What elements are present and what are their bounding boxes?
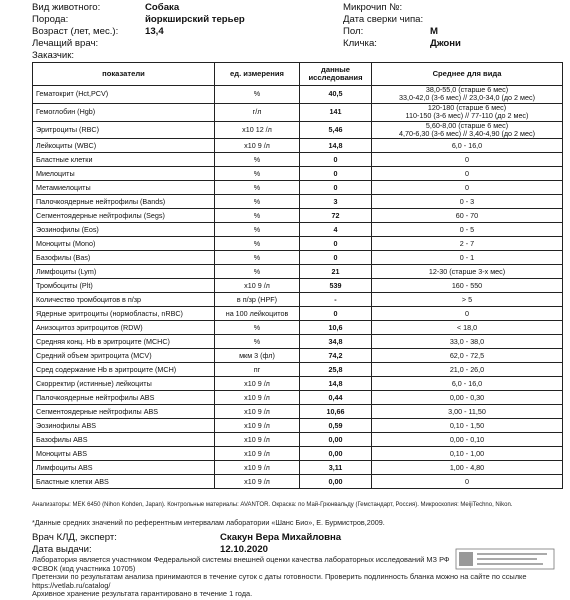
reference-line: 0 - 1 bbox=[459, 252, 475, 262]
row-value: 0 bbox=[300, 237, 372, 251]
row-unit: x10 9 /л bbox=[215, 405, 300, 419]
reference-line: 33,0 - 38,0 bbox=[449, 336, 485, 346]
table-row bbox=[33, 103, 563, 121]
row-param: Лимфоциты ABS bbox=[33, 461, 215, 475]
customer-label: Заказчик: bbox=[32, 50, 75, 61]
row-unit: x10 12 /л bbox=[215, 121, 300, 139]
row-unit: % bbox=[215, 223, 300, 237]
table-row bbox=[33, 209, 563, 223]
row-reference bbox=[372, 251, 563, 265]
row-value: 3,11 bbox=[300, 461, 372, 475]
row-value: 14,8 bbox=[300, 377, 372, 391]
row-reference bbox=[372, 195, 563, 209]
row-unit: на 100 лейкоцитов bbox=[215, 307, 300, 321]
reference-line: 160 - 550 bbox=[451, 280, 483, 290]
table-row bbox=[33, 349, 563, 363]
row-unit: % bbox=[215, 195, 300, 209]
row-unit: % bbox=[215, 251, 300, 265]
row-unit: x10 9 /л bbox=[215, 419, 300, 433]
reference-line: 0 bbox=[465, 154, 469, 164]
reference-line: 0,10 - 1,50 bbox=[449, 420, 485, 430]
table-row bbox=[33, 167, 563, 181]
row-unit: % bbox=[215, 181, 300, 195]
row-reference bbox=[372, 377, 563, 391]
reference-line: 5,60-8,00 (старше 6 мес) bbox=[425, 121, 509, 130]
col-header-param: показатели bbox=[33, 63, 215, 86]
row-param: Эритроциты (RBC) bbox=[33, 121, 215, 139]
doctor-label: Врач КЛД, эксперт: bbox=[32, 532, 117, 543]
row-value: 0 bbox=[300, 181, 372, 195]
row-reference bbox=[372, 103, 563, 121]
row-reference bbox=[372, 335, 563, 349]
row-value: 4 bbox=[300, 223, 372, 237]
row-param: Бластные клетки bbox=[33, 153, 215, 167]
row-param: Метамиелоциты bbox=[33, 181, 215, 195]
reference-line: 0 bbox=[465, 182, 469, 192]
table-row bbox=[33, 86, 563, 104]
row-param: Базофилы (Bas) bbox=[33, 251, 215, 265]
row-reference bbox=[372, 419, 563, 433]
doctor-name-wrap bbox=[220, 532, 341, 543]
row-param: Моноциты ABS bbox=[33, 447, 215, 461]
row-value: 21 bbox=[300, 265, 372, 279]
row-param: Гемоглобин (Hgb) bbox=[33, 103, 215, 121]
row-value: 0,00 bbox=[300, 475, 372, 489]
row-reference bbox=[372, 307, 563, 321]
row-value: 5,46 bbox=[300, 121, 372, 139]
row-unit: % bbox=[215, 153, 300, 167]
table-row bbox=[33, 363, 563, 377]
table-row bbox=[33, 195, 563, 209]
row-unit: x10 9 /л bbox=[215, 447, 300, 461]
row-param: Сегментоядерные нейтрофилы (Segs) bbox=[33, 209, 215, 223]
row-reference bbox=[372, 279, 563, 293]
row-param: Миелоциты bbox=[33, 167, 215, 181]
row-unit: % bbox=[215, 265, 300, 279]
row-unit: x10 9 /л bbox=[215, 279, 300, 293]
row-unit: x10 9 /л bbox=[215, 391, 300, 405]
row-param: Тромбоциты (Plt) bbox=[33, 279, 215, 293]
row-param: Анизоцитоз эритроцитов (RDW) bbox=[33, 321, 215, 335]
species-label: Вид животного: bbox=[32, 2, 101, 13]
reference-line: 110-150 (3-6 мес) // 77-110 (до 2 мес) bbox=[405, 111, 529, 121]
reference-line: 2 - 7 bbox=[459, 238, 475, 248]
row-param: Лейкоциты (WBC) bbox=[33, 139, 215, 153]
row-unit: % bbox=[215, 86, 300, 104]
reference-line: 0 - 3 bbox=[459, 196, 475, 206]
row-unit: пг bbox=[215, 363, 300, 377]
row-value: - bbox=[300, 293, 372, 307]
age-value: 13,4 bbox=[145, 26, 164, 37]
age-label: Возраст (лет, мес.): bbox=[32, 26, 119, 37]
sex-label: Пол: bbox=[343, 26, 364, 37]
row-unit: г/л bbox=[215, 103, 300, 121]
row-reference bbox=[372, 121, 563, 139]
row-value: 10,6 bbox=[300, 321, 372, 335]
table-row bbox=[33, 475, 563, 489]
table-row bbox=[33, 447, 563, 461]
row-param: Гематокрит (Hct,PCV) bbox=[33, 86, 215, 104]
row-reference bbox=[372, 447, 563, 461]
table-row bbox=[33, 181, 563, 195]
reference-line: 0 bbox=[465, 476, 469, 486]
reference-line: 0,10 - 1,00 bbox=[449, 448, 485, 458]
row-reference bbox=[372, 321, 563, 335]
row-unit: % bbox=[215, 321, 300, 335]
row-value: 0,59 bbox=[300, 419, 372, 433]
nickname-value: Джони bbox=[430, 38, 461, 49]
table-row bbox=[33, 419, 563, 433]
row-unit: x10 9 /л bbox=[215, 139, 300, 153]
row-param: Сегментоядерные нейтрофилы ABS bbox=[33, 405, 215, 419]
reference-line: 60 - 70 bbox=[455, 210, 479, 220]
reference-line: 120-180 (старше 6 мес) bbox=[427, 103, 507, 112]
reference-line: 12-30 (старше 3-х мес) bbox=[428, 266, 506, 276]
table-row bbox=[33, 405, 563, 419]
row-unit: x10 9 /л bbox=[215, 461, 300, 475]
disclaimer-claims: Претензии по результатам анализа принимаются в течение суток с даты готовности. Проверить подлинность бланка можно на сайте по ссылке https://vetlab.ru/catalog/ bbox=[32, 572, 527, 590]
row-unit: % bbox=[215, 237, 300, 251]
row-reference bbox=[372, 363, 563, 377]
row-reference bbox=[372, 223, 563, 237]
reference-line: 0,00 - 0,10 bbox=[449, 434, 485, 444]
reference-line: 6,0 - 16,0 bbox=[451, 140, 483, 150]
row-value: 539 bbox=[300, 279, 372, 293]
row-reference bbox=[372, 209, 563, 223]
row-param: Эозинофилы ABS bbox=[33, 419, 215, 433]
row-value: 40,5 bbox=[300, 86, 372, 104]
row-reference bbox=[372, 405, 563, 419]
reference-line: 62,0 - 72,5 bbox=[449, 350, 485, 360]
reference-line: 0 - 5 bbox=[459, 224, 475, 234]
row-reference bbox=[372, 181, 563, 195]
col-header-value: данные исследования bbox=[300, 63, 372, 86]
row-value: 0 bbox=[300, 251, 372, 265]
quality-seal-icon bbox=[455, 548, 555, 570]
row-unit: x10 9 /л bbox=[215, 377, 300, 391]
row-param: Скорректир (истинные) лейкоциты bbox=[33, 377, 215, 391]
table-row bbox=[33, 279, 563, 293]
analyzers-note: Анализаторы: MEK 6450 (Nihon Kohden, Japan). Контрольные материалы: AVANTOR. Окраска: по Май-Грюнвальду (Гемстандарт, Россия). Микроскопия: MeijiTechno, Nikon. bbox=[32, 502, 513, 508]
row-param: Палочкоядерные нейтрофилы ABS bbox=[33, 391, 215, 405]
table-row bbox=[33, 237, 563, 251]
row-unit: x10 9 /л bbox=[215, 433, 300, 447]
species-value: Собака bbox=[145, 2, 180, 13]
reference-line: 33,0-42,0 (3-6 мес) // 23,0-34,0 (до 2 мес) bbox=[399, 93, 535, 103]
col-header-unit: ед. измерения bbox=[215, 63, 300, 86]
row-reference bbox=[372, 391, 563, 405]
treating-doctor-label: Лечащий врач: bbox=[32, 38, 99, 49]
table-row bbox=[33, 335, 563, 349]
reference-line: 6,0 - 16,0 bbox=[451, 378, 483, 388]
breed-value: йоркширский терьер bbox=[145, 14, 245, 25]
row-param: Моноциты (Mono) bbox=[33, 237, 215, 251]
row-param: Ядерные эритроциты (нормобласты, nRBC) bbox=[33, 307, 215, 321]
row-reference bbox=[372, 475, 563, 489]
row-value: 72 bbox=[300, 209, 372, 223]
table-row bbox=[33, 293, 563, 307]
reference-note: *Данные средних значений по референтным интервалам лаборатории «Шанс Био», Е. Бурмистров,2009. bbox=[32, 518, 385, 527]
chip-label: Микрочип №: bbox=[343, 2, 403, 13]
row-unit: в п/зр (HPF) bbox=[215, 293, 300, 307]
row-param: Сред содержание Hb в эритроците (MCH) bbox=[33, 363, 215, 377]
reference-line: > 5 bbox=[461, 294, 473, 304]
disclaimer-fsvok: Лаборатория является участником Федеральной системы внешней оценки качества лабораторных исследований МЗ РФ ФСВОК (код участника 10705) bbox=[32, 555, 450, 573]
table-header-row bbox=[33, 63, 563, 86]
table-row bbox=[33, 307, 563, 321]
row-value: 3 bbox=[300, 195, 372, 209]
col-header-reference: Среднее для вида bbox=[372, 63, 563, 86]
reference-line: 21,0 - 26,0 bbox=[449, 364, 485, 374]
row-reference bbox=[372, 461, 563, 475]
row-unit: % bbox=[215, 335, 300, 349]
row-value: 0,00 bbox=[300, 433, 372, 447]
table-row bbox=[33, 265, 563, 279]
table-row bbox=[33, 433, 563, 447]
issue-date: 12.10.2020 bbox=[220, 544, 269, 555]
row-unit: % bbox=[215, 167, 300, 181]
reference-line: 0,00 - 0,30 bbox=[449, 392, 485, 402]
doctor-name: Скакун Вера Михайловна bbox=[220, 532, 342, 543]
reference-line: 1,00 - 4,80 bbox=[449, 462, 485, 472]
results-table bbox=[32, 62, 563, 489]
reference-line: 4,70-6,30 (3-6 мес) // 3,40-4,90 (до 2 мес) bbox=[399, 129, 535, 139]
row-value: 25,8 bbox=[300, 363, 372, 377]
table-row bbox=[33, 321, 563, 335]
row-value: 74,2 bbox=[300, 349, 372, 363]
row-value: 0,00 bbox=[300, 447, 372, 461]
row-reference bbox=[372, 237, 563, 251]
row-reference bbox=[372, 86, 563, 104]
row-reference bbox=[372, 433, 563, 447]
reference-line: < 18,0 bbox=[456, 322, 478, 332]
row-param: Палочкоядерные нейтрофилы (Bands) bbox=[33, 195, 215, 209]
reference-line: 0 bbox=[465, 168, 469, 178]
row-reference bbox=[372, 265, 563, 279]
row-value: 14,8 bbox=[300, 139, 372, 153]
row-value: 34,8 bbox=[300, 335, 372, 349]
row-unit: % bbox=[215, 209, 300, 223]
row-value: 141 bbox=[300, 103, 372, 121]
row-unit: x10 9 /л bbox=[215, 475, 300, 489]
row-param: Средняя конц. Hb в эритроците (MCHC) bbox=[33, 335, 215, 349]
reference-line: 0 bbox=[465, 308, 469, 318]
issue-date-label: Дата выдачи: bbox=[32, 544, 92, 555]
row-value: 0 bbox=[300, 167, 372, 181]
row-reference bbox=[372, 153, 563, 167]
table-row bbox=[33, 139, 563, 153]
nickname-label: Кличка: bbox=[343, 38, 377, 49]
chip-date-label: Дата сверки чипа: bbox=[343, 14, 424, 25]
row-value: 0 bbox=[300, 153, 372, 167]
row-reference bbox=[372, 349, 563, 363]
row-param: Средний объем эритроцита (MCV) bbox=[33, 349, 215, 363]
row-reference bbox=[372, 167, 563, 181]
row-reference bbox=[372, 293, 563, 307]
row-param: Бластные клетки ABS bbox=[33, 475, 215, 489]
breed-label: Порода: bbox=[32, 14, 69, 25]
table-row bbox=[33, 461, 563, 475]
row-unit: мкм 3 (фл) bbox=[215, 349, 300, 363]
reference-line: 38,0-55,0 (старше 6 мес) bbox=[425, 85, 509, 94]
row-value: 0,44 bbox=[300, 391, 372, 405]
disclaimer-archive: Архивное хранение результата гарантировано в течение 1 года. bbox=[32, 589, 253, 598]
table-row bbox=[33, 391, 563, 405]
row-reference bbox=[372, 139, 563, 153]
row-param: Количество тромбоцитов в п/зр bbox=[33, 293, 215, 307]
table-row bbox=[33, 153, 563, 167]
sex-value: М bbox=[430, 26, 438, 37]
row-param: Лимфоциты (Lym) bbox=[33, 265, 215, 279]
row-value: 10,66 bbox=[300, 405, 372, 419]
issue-date-wrap bbox=[220, 544, 268, 555]
reference-line: 3,00 - 11,50 bbox=[448, 406, 486, 416]
table-row bbox=[33, 121, 563, 139]
table-row bbox=[33, 223, 563, 237]
row-param: Эозинофилы (Eos) bbox=[33, 223, 215, 237]
table-row bbox=[33, 251, 563, 265]
row-param: Базофилы ABS bbox=[33, 433, 215, 447]
row-value: 0 bbox=[300, 307, 372, 321]
table-row bbox=[33, 377, 563, 391]
